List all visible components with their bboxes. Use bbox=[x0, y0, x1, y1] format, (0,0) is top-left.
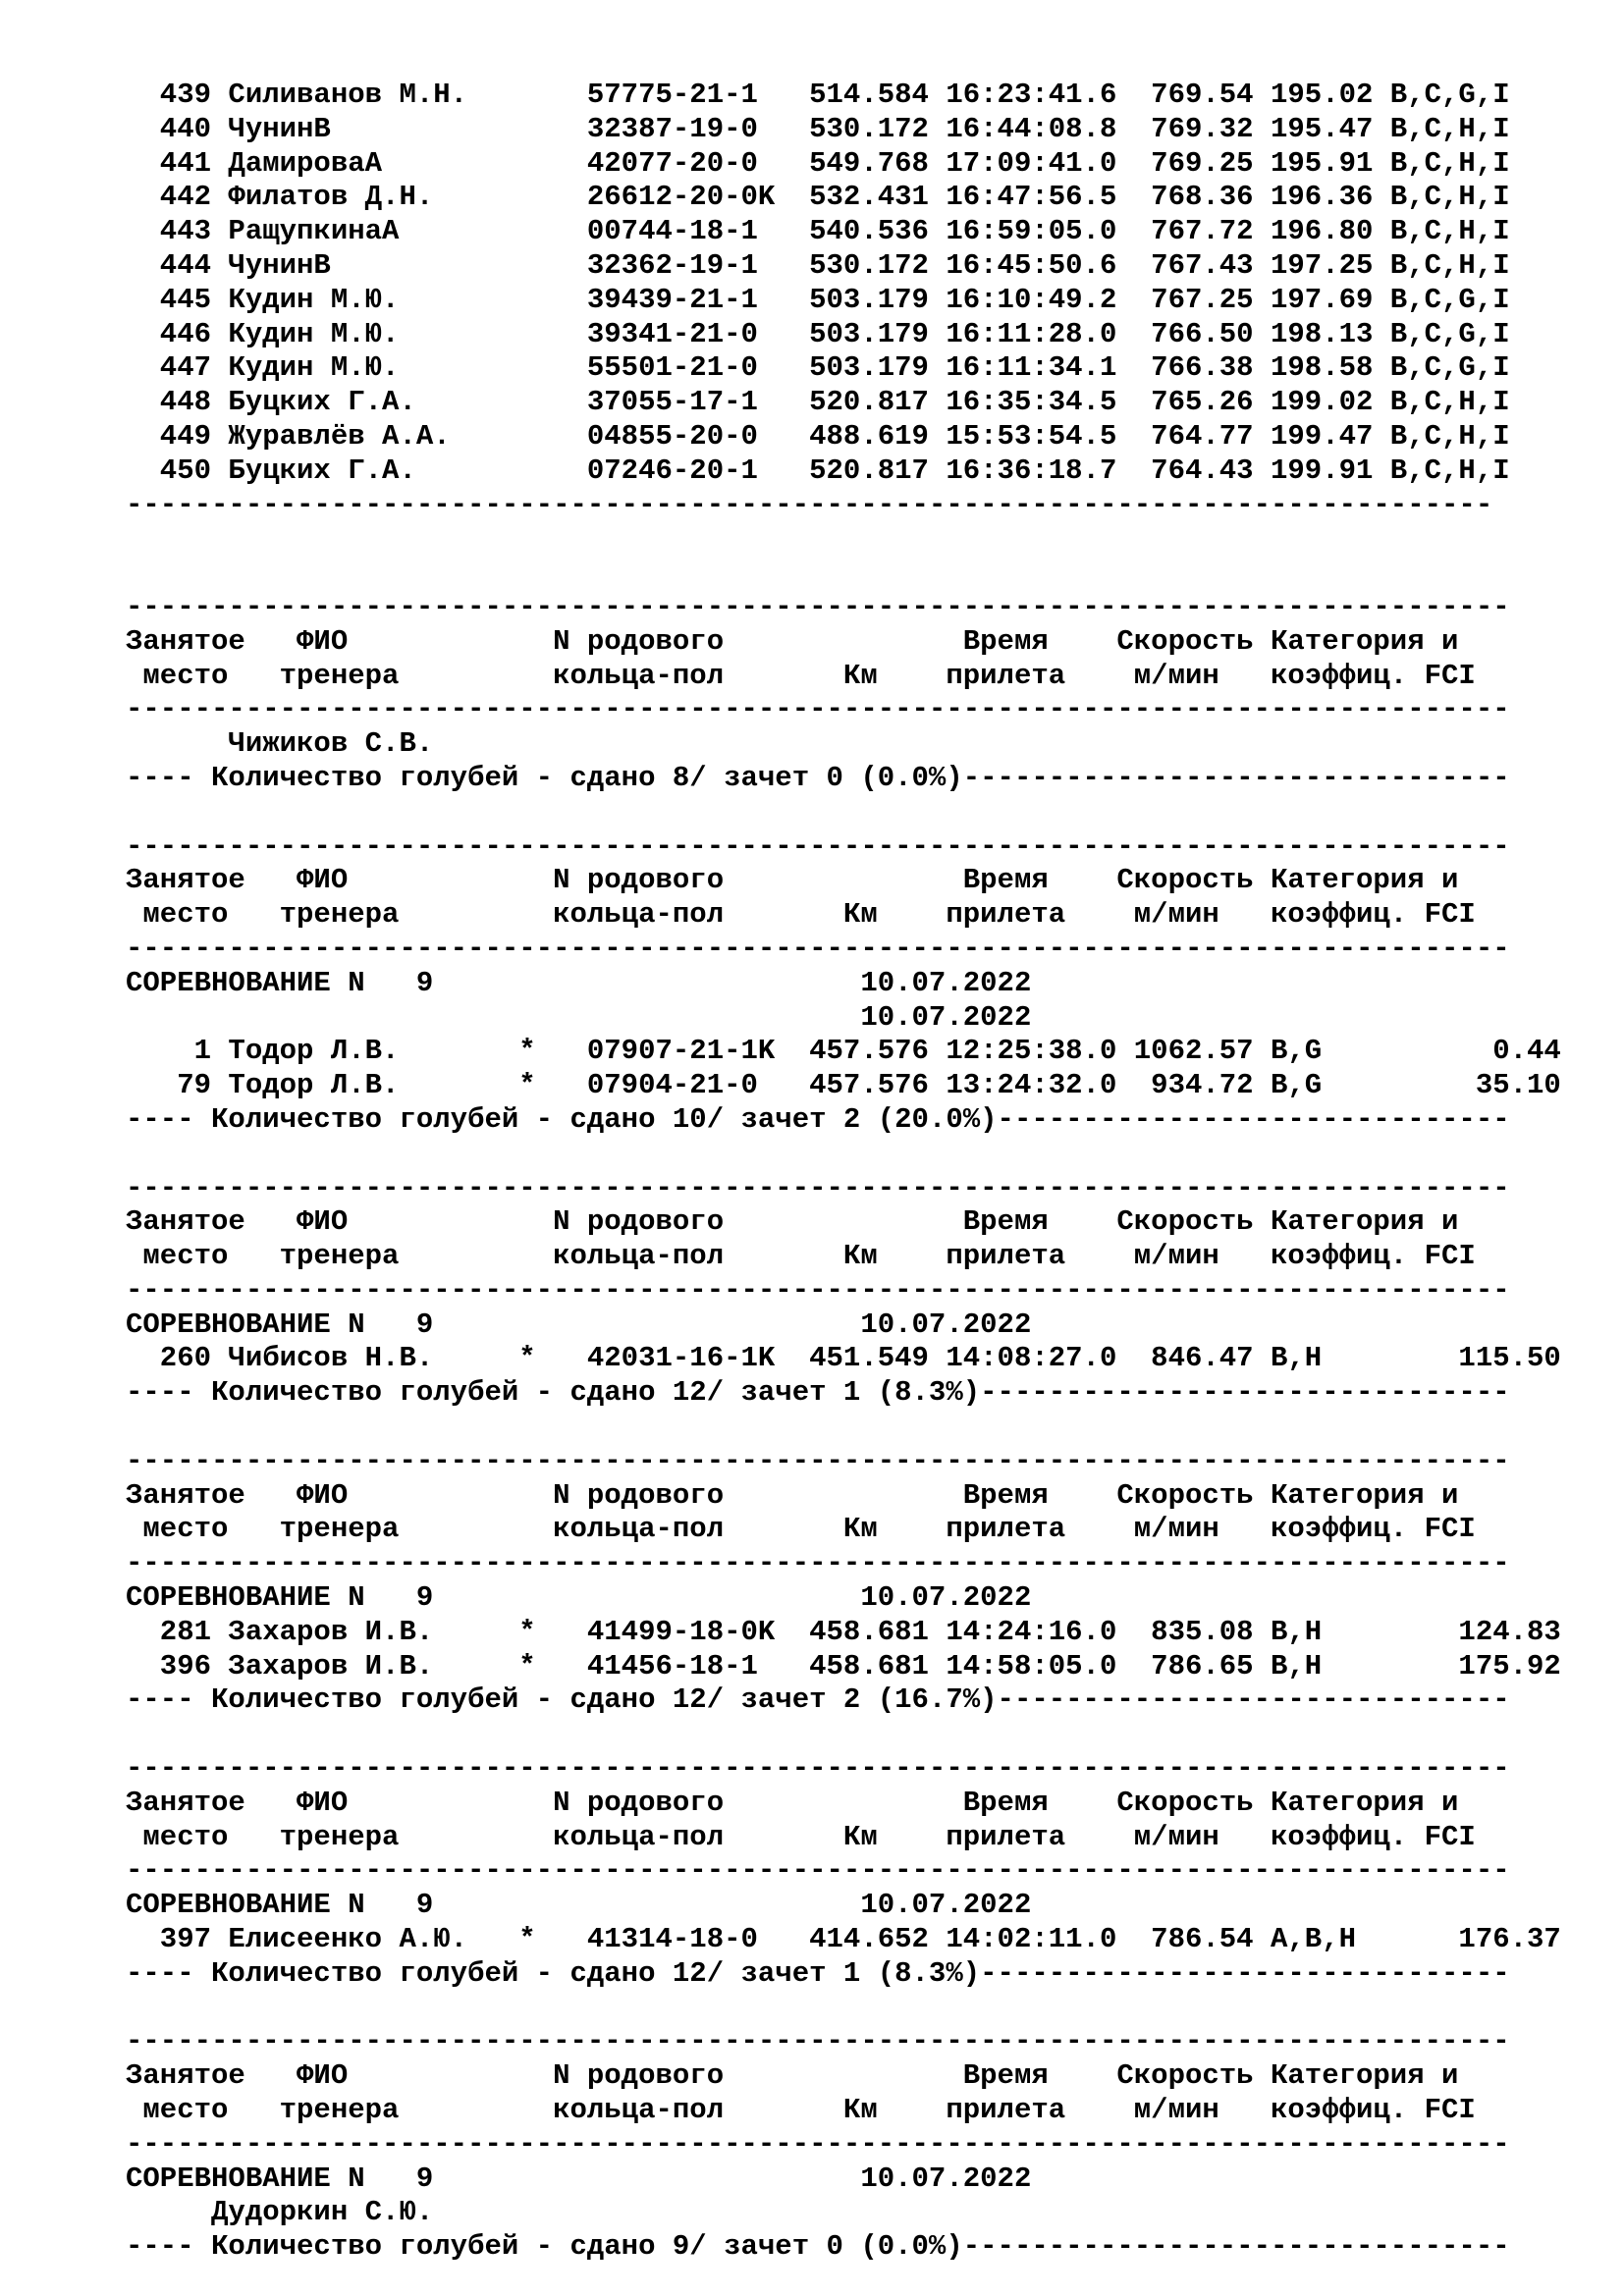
listing-line: 260 Чибисов Н.В. * 42031-16-1K 451.549 14:08:27.0 846.47 B,H 115.50 bbox=[126, 1342, 1561, 1375]
listing-line: место тренера кольца-пол Км прилета м/мин коэффиц. FCI bbox=[126, 898, 1476, 932]
listing-line: 281 Захаров И.В. * 41499-18-0K 458.681 14:24:16.0 835.08 B,H 124.83 bbox=[126, 1615, 1561, 1648]
listing-line: --------------------------------------------------------------------------------- bbox=[126, 1547, 1510, 1580]
listing-line: место тренера кольца-пол Км прилета м/мин коэффиц. FCI bbox=[126, 659, 1476, 692]
listing-line: 445 Кудин М.Ю. 39439-21-1 503.179 16:10:49.2 767.25 197.69 B,C,G,I bbox=[126, 283, 1510, 316]
listing-line: --------------------------------------------------------------------------------- bbox=[126, 590, 1510, 623]
listing-line: --------------------------------------------------------------------------------- bbox=[126, 2025, 1510, 2058]
listing-line: --------------------------------------------------------------------------------- bbox=[126, 1444, 1510, 1477]
listing-line: --------------------------------------------------------------------------------- bbox=[126, 1273, 1510, 1307]
listing-line: Дудоркин С.Ю. bbox=[126, 2196, 434, 2229]
listing-line: 440 ЧунинВ 32387-19-0 530.172 16:44:08.8 769.32 195.47 B,C,H,I bbox=[126, 112, 1510, 145]
listing-line: --------------------------------------------------------------------------------- bbox=[126, 1171, 1510, 1204]
listing-line: место тренера кольца-пол Км прилета м/мин коэффиц. FCI bbox=[126, 1820, 1476, 1853]
listing-line: 450 Буцких Г.А. 07246-20-1 520.817 16:36:18.7 764.43 199.91 B,C,H,I bbox=[126, 454, 1510, 487]
listing-line: 447 Кудин М.Ю. 55501-21-0 503.179 16:11:34.1 766.38 198.58 B,C,G,I bbox=[126, 351, 1510, 385]
listing-line: ---- Количество голубей - сдано 12/ зачет 2 (16.7%)------------------------------ bbox=[126, 1683, 1510, 1717]
listing-line: Занятое ФИО N родового Время Скорость Категория и bbox=[126, 624, 1459, 658]
listing-line: Занятое ФИО N родового Время Скорость Категория и bbox=[126, 864, 1459, 897]
listing-line bbox=[126, 1411, 1561, 1445]
listing-line: -------------------------------------------------------------------------------- bbox=[126, 488, 1493, 521]
listing-line: ---- Количество голубей - сдано 9/ зачет 0 (0.0%)-------------------------------- bbox=[126, 2230, 1510, 2264]
listing-line: --------------------------------------------------------------------------------- bbox=[126, 1752, 1510, 1786]
listing-line: СОРЕВНОВАНИЕ N 9 10.07.2022 bbox=[126, 1889, 1032, 1922]
listing-line: 443 РащупкинаА 00744-18-1 540.536 16:59:05.0 767.72 196.80 B,C,H,I bbox=[126, 215, 1510, 248]
listing-line: 396 Захаров И.В. * 41456-18-1 458.681 14:58:05.0 786.65 B,H 175.92 bbox=[126, 1649, 1561, 1682]
listing-line bbox=[126, 1718, 1561, 1752]
results-listing bbox=[126, 79, 1561, 2265]
listing-line: место тренера кольца-пол Км прилета м/мин коэффиц. FCI bbox=[126, 2094, 1476, 2127]
listing-line: Занятое ФИО N родового Время Скорость Категория и bbox=[126, 1478, 1459, 1512]
listing-line bbox=[126, 1138, 1561, 1172]
listing-line: Чижиков С.В. bbox=[126, 727, 434, 761]
listing-line: --------------------------------------------------------------------------------- bbox=[126, 932, 1510, 965]
listing-line bbox=[126, 557, 1561, 591]
listing-line: ---- Количество голубей - сдано 12/ зачет 1 (8.3%)------------------------------- bbox=[126, 1956, 1510, 1990]
listing-line: 444 ЧунинВ 32362-19-1 530.172 16:45:50.6 767.43 197.25 B,C,H,I bbox=[126, 248, 1510, 282]
listing-line bbox=[126, 1992, 1561, 2026]
listing-line: 446 Кудин М.Ю. 39341-21-0 503.179 16:11:28.0 766.50 198.13 B,C,G,I bbox=[126, 317, 1510, 350]
listing-line: место тренера кольца-пол Км прилета м/мин коэффиц. FCI bbox=[126, 1240, 1476, 1273]
listing-line: 1 Тодор Л.В. * 07907-21-1K 457.576 12:25:38.0 1062.57 B,G 0.44 bbox=[126, 1035, 1561, 1068]
listing-line: СОРЕВНОВАНИЕ N 9 10.07.2022 bbox=[126, 966, 1032, 999]
listing-line: 397 Елисеенко А.Ю. * 41314-18-0 414.652 14:02:11.0 786.54 A,B,H 176.37 bbox=[126, 1923, 1561, 1956]
listing-line: 442 Филатов Д.Н. 26612-20-0K 532.431 16:47:56.5 768.36 196.36 B,C,H,I bbox=[126, 181, 1510, 214]
listing-line: 439 Силиванов М.Н. 57775-21-1 514.584 16:23:41.6 769.54 195.02 B,C,G,I bbox=[126, 79, 1510, 111]
listing-line: --------------------------------------------------------------------------------- bbox=[126, 2127, 1510, 2161]
listing-line: Занятое ФИО N родового Время Скорость Категория и bbox=[126, 1205, 1459, 1239]
listing-line: ---- Количество голубей - сдано 12/ зачет 1 (8.3%)------------------------------- bbox=[126, 1376, 1510, 1410]
listing-line: СОРЕВНОВАНИЕ N 9 10.07.2022 bbox=[126, 1308, 1032, 1341]
listing-line bbox=[126, 522, 1561, 557]
listing-line: 441 ДамироваА 42077-20-0 549.768 17:09:41.0 769.25 195.91 B,C,H,I bbox=[126, 146, 1510, 180]
listing-line bbox=[126, 796, 1561, 830]
listing-line: --------------------------------------------------------------------------------- bbox=[126, 829, 1510, 863]
listing-line: 448 Буцких Г.А. 37055-17-1 520.817 16:35:34.5 765.26 199.02 B,C,H,I bbox=[126, 386, 1510, 419]
listing-line: 449 Журавлёв А.А. 04855-20-0 488.619 15:53:54.5 764.77 199.47 B,C,H,I bbox=[126, 419, 1510, 453]
listing-line: СОРЕВНОВАНИЕ N 9 10.07.2022 bbox=[126, 2162, 1032, 2195]
listing-line: СОРЕВНОВАНИЕ N 9 10.07.2022 bbox=[126, 1581, 1032, 1615]
listing-line: место тренера кольца-пол Км прилета м/мин коэффиц. FCI bbox=[126, 1513, 1476, 1546]
listing-line: ---- Количество голубей - сдано 8/ зачет 0 (0.0%)-------------------------------- bbox=[126, 761, 1510, 794]
listing-line: 10.07.2022 bbox=[126, 1000, 1032, 1034]
listing-line: ---- Количество голубей - сдано 10/ зачет 2 (20.0%)------------------------------ bbox=[126, 1102, 1510, 1136]
listing-line: --------------------------------------------------------------------------------- bbox=[126, 693, 1510, 726]
listing-line: Занятое ФИО N родового Время Скорость Категория и bbox=[126, 1786, 1459, 1819]
listing-line: Занятое ФИО N родового Время Скорость Категория и bbox=[126, 2059, 1459, 2093]
listing-line: --------------------------------------------------------------------------------- bbox=[126, 1854, 1510, 1888]
listing-line: 79 Тодор Л.В. * 07904-21-0 457.576 13:24:32.0 934.72 B,G 35.10 bbox=[126, 1069, 1561, 1102]
